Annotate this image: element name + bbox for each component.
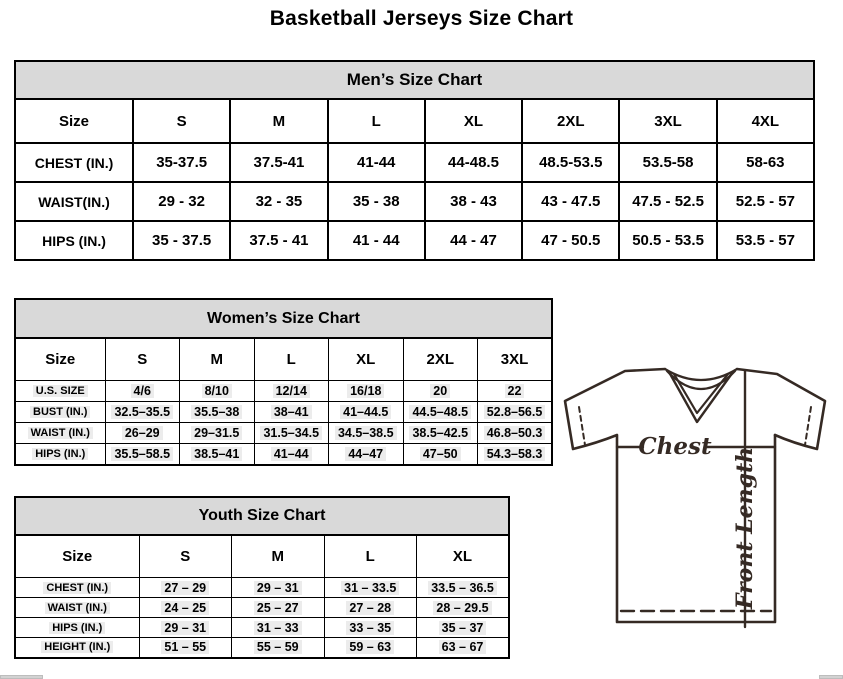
table-cell [180, 444, 255, 465]
cell-value: 44.5–48.5 [409, 405, 471, 419]
table-cell [417, 618, 510, 638]
cell-value: 46.8–50.3 [484, 426, 546, 440]
row-label-text: HIPS (IN.) [49, 622, 105, 634]
table-row [15, 143, 814, 182]
cell-value: 8/10 [202, 384, 232, 398]
cell-value: 53.5-58 [642, 154, 694, 171]
cell-value: 52.5 - 57 [735, 193, 795, 210]
cell-value: 38.5–41 [191, 447, 242, 461]
cell-value: 37.5-41 [253, 154, 305, 171]
table-header-row [15, 535, 509, 578]
cell-value: 54.3–58.3 [484, 447, 546, 461]
cell-value: 35.5–38 [191, 405, 242, 419]
table-cell [417, 578, 510, 598]
cell-value: 43 - 47.5 [541, 193, 601, 210]
cell-value: 32.5–35.5 [111, 405, 173, 419]
cell-value: 44 - 47 [450, 232, 497, 249]
cell-value: 31.5–34.5 [260, 426, 322, 440]
table-cell [133, 221, 230, 260]
table-cell [717, 221, 814, 260]
table-cell [324, 578, 417, 598]
cell-value: 48.5-53.5 [539, 154, 603, 171]
table-row [15, 182, 814, 221]
table-cell [230, 182, 327, 221]
table-cell [717, 182, 814, 221]
row-label [15, 578, 139, 598]
table-cell [522, 182, 619, 221]
womens-size-table [14, 337, 553, 466]
row-label [15, 221, 133, 260]
table-cell [619, 221, 716, 260]
cell-value: 12/14 [273, 384, 310, 398]
table-cell [403, 381, 478, 402]
table-cell [254, 381, 329, 402]
table-cell [254, 444, 329, 465]
table-cell [478, 444, 553, 465]
table-cell [478, 402, 553, 423]
table-row [15, 618, 509, 638]
row-label [15, 381, 105, 402]
row-label-text: WAIST (IN.) [28, 427, 93, 439]
cell-value: 32 - 35 [255, 193, 303, 210]
row-label [15, 598, 139, 618]
front-length-label: Front Length [732, 446, 758, 610]
cell-value: 38.5–42.5 [409, 426, 471, 440]
cell-value: 35 - 37.5 [152, 232, 212, 249]
table-row [15, 402, 552, 423]
cell-value: 44-48.5 [448, 154, 499, 171]
table-row [15, 578, 509, 598]
scrollbar-fragment-left[interactable] [0, 675, 43, 679]
row-label-text: CHEST (IN.) [34, 154, 114, 171]
column-header: L [254, 338, 329, 381]
table-cell [619, 182, 716, 221]
cell-value: 47 - 50.5 [541, 232, 601, 249]
cell-value: 27 – 28 [346, 601, 394, 615]
table-cell [180, 381, 255, 402]
column-header: S [133, 99, 230, 143]
cell-value: 20 [430, 384, 450, 398]
cell-value: 37.5 - 41 [249, 232, 309, 249]
row-label-text: HIPS (IN.) [42, 232, 106, 249]
table-cell [403, 444, 478, 465]
row-label-text: HEIGHT (IN.) [41, 641, 113, 653]
column-header: 2XL [403, 338, 478, 381]
row-label [15, 423, 105, 444]
column-header: L [328, 99, 425, 143]
table-cell [522, 143, 619, 182]
scrollbar-fragment-right[interactable] [819, 675, 843, 679]
table-cell [417, 598, 510, 618]
table-cell [105, 423, 180, 444]
cell-value: 38 - 43 [450, 193, 497, 210]
cell-value: 38–41 [271, 405, 312, 419]
table-row [15, 598, 509, 618]
table-cell [133, 143, 230, 182]
cell-value: 27 – 29 [161, 581, 209, 595]
cell-value: 47–50 [420, 447, 461, 461]
chest-label: Chest [638, 433, 712, 460]
table-cell [329, 444, 404, 465]
cell-value: 55 – 59 [254, 640, 302, 654]
row-label-text: U.S. SIZE [33, 385, 88, 397]
cell-value: 33 – 35 [346, 621, 394, 635]
table-row [15, 381, 552, 402]
jersey-measurement-diagram [556, 360, 843, 640]
row-label [15, 402, 105, 423]
cell-value: 22 [505, 384, 525, 398]
table-cell [425, 182, 522, 221]
cell-value: 31 – 33 [254, 621, 302, 635]
table-cell [139, 618, 232, 638]
column-header: 3XL [619, 99, 716, 143]
table-cell [329, 402, 404, 423]
column-header: L [324, 535, 417, 578]
column-header: S [139, 535, 232, 578]
row-label-text: BUST (IN.) [30, 406, 90, 418]
cell-value: 26–29 [122, 426, 163, 440]
jersey-diagram-icon [556, 360, 843, 640]
column-header: 3XL [478, 338, 553, 381]
table-cell [105, 444, 180, 465]
womens-size-chart-section [14, 298, 553, 466]
cell-value: 35 - 38 [352, 193, 400, 210]
table-cell [403, 402, 478, 423]
table-cell [417, 638, 510, 658]
table-row [15, 638, 509, 658]
table-cell [232, 578, 325, 598]
table-cell [478, 423, 553, 444]
youth-size-table [14, 534, 510, 659]
column-header: S [105, 338, 180, 381]
column-header: M [232, 535, 325, 578]
cell-value: 63 – 67 [439, 640, 487, 654]
table-cell [230, 221, 327, 260]
cell-value: 41-44 [357, 154, 396, 171]
cell-value: 33.5 – 36.5 [428, 581, 497, 595]
table-cell [717, 143, 814, 182]
table-cell [328, 182, 425, 221]
column-header: M [180, 338, 255, 381]
table-cell [329, 381, 404, 402]
table-cell [328, 143, 425, 182]
row-label [15, 638, 139, 658]
column-header: XL [425, 99, 522, 143]
row-label [15, 444, 105, 465]
cell-value: 41 - 44 [352, 232, 400, 249]
row-label-text: WAIST (IN.) [45, 602, 110, 614]
table-row [15, 221, 814, 260]
column-header: 4XL [717, 99, 814, 143]
cell-value: 52.8–56.5 [484, 405, 546, 419]
cell-value: 29 – 31 [161, 621, 209, 635]
table-cell [105, 381, 180, 402]
row-label-text: HIPS (IN.) [32, 448, 88, 460]
mens-chart-title: Men’s Size Chart [14, 60, 815, 100]
page-title: Basketball Jerseys Size Chart [269, 7, 574, 30]
table-cell [180, 402, 255, 423]
table-cell [254, 402, 329, 423]
cell-value: 53.5 - 57 [735, 232, 795, 249]
cell-value: 59 – 63 [346, 640, 394, 654]
table-cell [328, 221, 425, 260]
column-header: XL [329, 338, 404, 381]
table-header-row [15, 338, 552, 381]
table-cell [139, 598, 232, 618]
cell-value: 25 – 27 [254, 601, 302, 615]
cell-value: 16/18 [347, 384, 384, 398]
column-header: M [230, 99, 327, 143]
table-cell [133, 182, 230, 221]
table-cell [139, 578, 232, 598]
row-label [15, 143, 133, 182]
cell-value: 29–31.5 [191, 426, 242, 440]
row-label-text: CHEST (IN.) [43, 582, 111, 594]
table-cell [324, 618, 417, 638]
cell-value: 51 – 55 [161, 640, 209, 654]
cell-value: 41–44.5 [340, 405, 391, 419]
table-cell [478, 381, 553, 402]
mens-size-table [14, 98, 815, 261]
table-cell [139, 638, 232, 658]
size-column-header: Size [15, 338, 105, 381]
column-header: 2XL [522, 99, 619, 143]
cell-value: 35.5–58.5 [111, 447, 173, 461]
cell-value: 41–44 [271, 447, 312, 461]
size-column-header: Size [15, 535, 139, 578]
table-cell [522, 221, 619, 260]
cell-value: 29 - 32 [158, 193, 205, 210]
cell-value: 35-37.5 [156, 154, 208, 171]
table-cell [254, 423, 329, 444]
table-cell [232, 598, 325, 618]
cell-value: 58-63 [746, 154, 785, 171]
table-header-row [15, 99, 814, 143]
cell-value: 4/6 [131, 384, 154, 398]
table-cell [230, 143, 327, 182]
cell-value: 44–47 [345, 447, 386, 461]
cell-value: 29 – 31 [254, 581, 302, 595]
youth-chart-title: Youth Size Chart [14, 496, 510, 536]
table-cell [425, 221, 522, 260]
youth-size-chart-section [14, 496, 510, 659]
row-label [15, 618, 139, 638]
womens-chart-title: Women’s Size Chart [14, 298, 553, 339]
mens-size-chart-section [14, 60, 815, 261]
cell-value: 28 – 29.5 [433, 601, 491, 615]
cell-value: 31 – 33.5 [341, 581, 399, 595]
table-cell [425, 143, 522, 182]
size-column-header: Size [15, 99, 133, 143]
table-cell [403, 423, 478, 444]
table-cell [232, 638, 325, 658]
table-row [15, 444, 552, 465]
row-label [15, 182, 133, 221]
cell-value: 47.5 - 52.5 [632, 193, 704, 210]
table-cell [329, 423, 404, 444]
table-cell [324, 598, 417, 618]
table-cell [180, 423, 255, 444]
column-header: XL [417, 535, 510, 578]
cell-value: 24 – 25 [161, 601, 209, 615]
table-cell [619, 143, 716, 182]
table-cell [324, 638, 417, 658]
table-row [15, 423, 552, 444]
table-cell [232, 618, 325, 638]
cell-value: 50.5 - 53.5 [632, 232, 704, 249]
row-label-text: WAIST(IN.) [38, 193, 110, 210]
cell-value: 35 – 37 [439, 621, 487, 635]
table-cell [105, 402, 180, 423]
cell-value: 34.5–38.5 [335, 426, 397, 440]
